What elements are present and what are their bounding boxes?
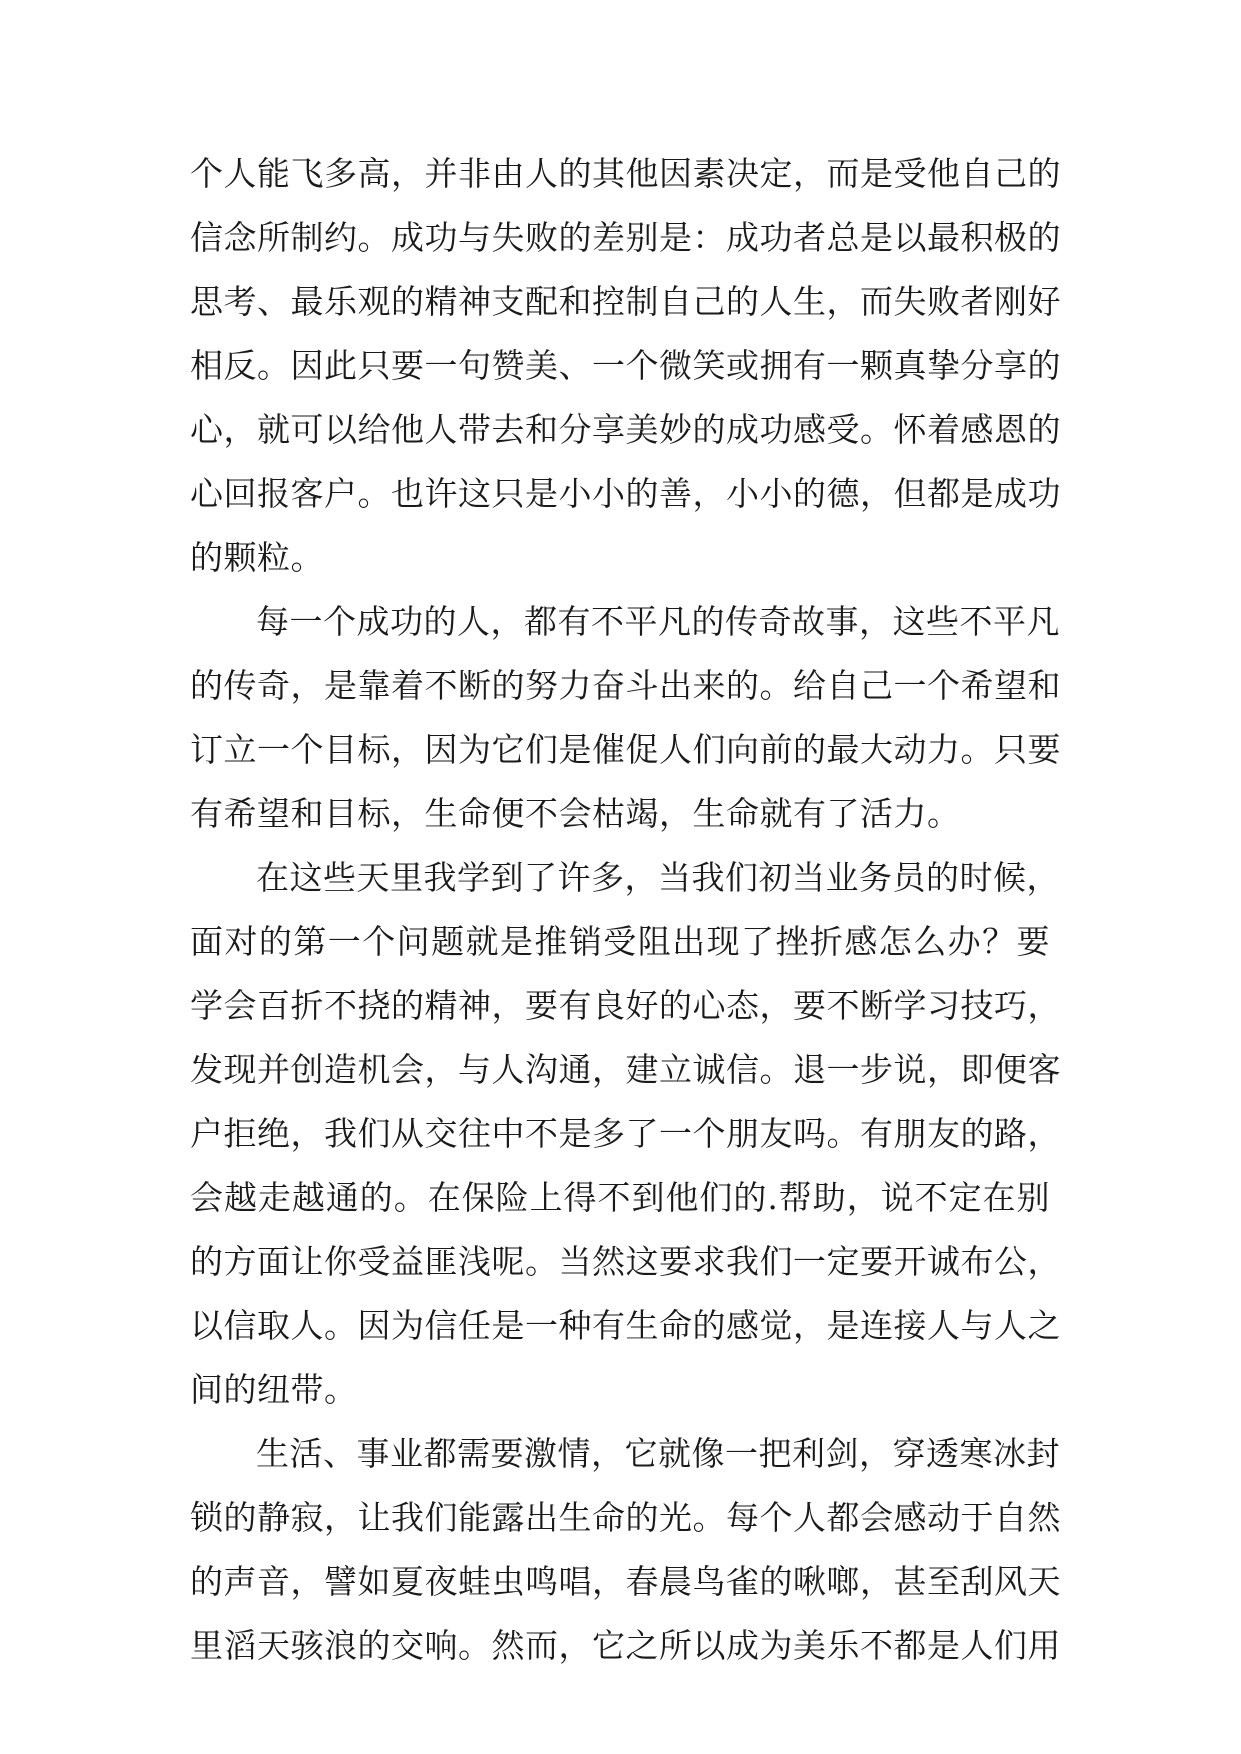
text-line: 发现并创造机会，与人沟通，建立诚信。退一步说，即便客 (190, 1050, 1061, 1089)
text-line: 有希望和目标，生命便不会枯竭，生命就有了活力。 (190, 794, 961, 833)
text-line: 以信取人。因为信任是一种有生命的感觉，是连接人与人之 (190, 1306, 1061, 1345)
text-line: 心，就可以给他人带去和分享美妙的成功感受。怀着感恩的 (190, 410, 1061, 449)
paragraph-4 (190, 1422, 1061, 1678)
text-line: 里滔天骇浪的交响。然而，它之所以成为美乐不都是人们用 (190, 1626, 1061, 1665)
text-line: 的颗粒。 (190, 538, 324, 577)
text-line: 相反。因此只要一句赞美、一个微笑或拥有一颗真挚分享的 (190, 346, 1061, 385)
paragraph-1 (190, 142, 1061, 590)
text-line: 的声音，譬如夏夜蛙虫鸣唱，春晨鸟雀的啾啷，甚至刮风天 (190, 1562, 1061, 1601)
text-line: 信念所制约。成功与失败的差别是：成功者总是以最积极的 (190, 218, 1061, 257)
text-line: 生活、事业都需要激情，它就像一把利剑，穿透寒冰封 (256, 1434, 1060, 1473)
text-line: 学会百折不挠的精神，要有良好的心态，要不断学习技巧， (190, 986, 1061, 1025)
text-line: 心回报客户。也许这只是小小的善，小小的德，但都是成功 (190, 474, 1061, 513)
text-line: 订立一个目标，因为它们是催促人们向前的最大动力。只要 (190, 730, 1061, 769)
text-line: 户拒绝，我们从交往中不是多了一个朋友吗。有朋友的路， (190, 1114, 1061, 1153)
text-line: 面对的第一个问题就是推销受阻出现了挫折感怎么办？要 (190, 922, 1050, 961)
text-line: 间的纽带。 (190, 1370, 358, 1409)
text-line: 会越走越通的。在保险上得不到他们的.帮助，说不定在别 (190, 1178, 1050, 1217)
text-line: 个人能飞多高，并非由人的其他因素决定，而是受他自己的 (190, 154, 1061, 193)
document-page (190, 142, 1061, 1678)
text-line: 每一个成功的人，都有不平凡的传奇故事，这些不平凡 (256, 602, 1060, 641)
text-line: 锁的静寂，让我们能露出生命的光。每个人都会感动于自然 (190, 1498, 1061, 1537)
text-line: 思考、最乐观的精神支配和控制自己的人生，而失败者刚好 (190, 282, 1061, 321)
text-line: 的传奇，是靠着不断的努力奋斗出来的。给自己一个希望和 (190, 666, 1061, 705)
text-line: 的方面让你受益匪浅呢。当然这要求我们一定要开诚布公， (190, 1242, 1061, 1281)
paragraph-3 (190, 846, 1061, 1422)
text-line: 在这些天里我学到了许多，当我们初当业务员的时候， (256, 858, 1060, 897)
paragraph-2 (190, 590, 1061, 846)
